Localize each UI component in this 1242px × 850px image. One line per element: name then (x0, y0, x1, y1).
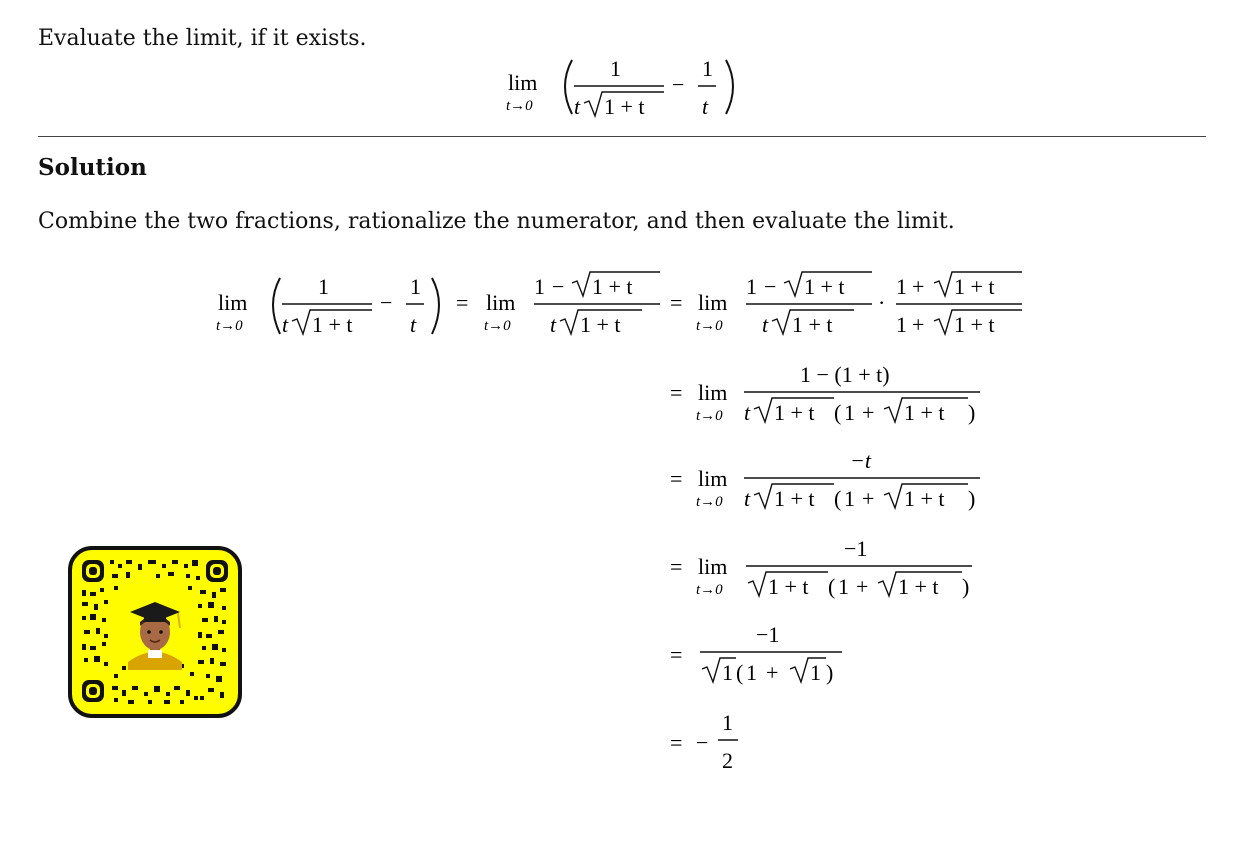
solution-heading: Solution (38, 154, 147, 181)
sqrt-radicand: 1 + t (954, 312, 995, 337)
finder-marker-top-right (206, 560, 228, 582)
conj-denominator-plus: + (912, 312, 925, 337)
solution-derivation (200, 260, 1040, 790)
paren-open: ( (834, 400, 842, 425)
problem-expression (500, 48, 750, 134)
step-1-rationalized (696, 272, 1022, 337)
lim-label: lim (698, 380, 728, 405)
fraction-numerator: 1 (610, 56, 621, 81)
conj-numerator-plus: + (912, 274, 925, 299)
sqrt-radicand: 1 + t (604, 94, 645, 119)
numerator: 1 − (1 + t) (800, 362, 890, 387)
lim-subscript: t→0 (696, 318, 723, 334)
minus-sign: − (672, 72, 685, 97)
numerator: 1 (318, 274, 329, 299)
sqrt-radicand: 1 + t (774, 486, 815, 511)
sqrt-radicand: 1 + t (792, 312, 833, 337)
sqrt-radicand: 1 + t (898, 574, 939, 599)
sqrt-radicand: 1 + t (312, 312, 353, 337)
conj-numerator-one: 1 (896, 274, 907, 299)
denominator-t: t (282, 312, 289, 337)
left-paren (273, 278, 280, 334)
minus-sign: − (380, 290, 393, 315)
second-denominator: t (702, 94, 709, 119)
equals-sign: = (670, 466, 683, 491)
sqrt-radicand: 1 + t (954, 274, 995, 299)
lim-label: lim (486, 290, 516, 315)
one: 1 (844, 486, 855, 511)
second-numerator: 1 (702, 56, 713, 81)
one: 1 (844, 400, 855, 425)
lim-label: lim (698, 290, 728, 315)
finder-marker-top-left (82, 560, 104, 582)
step-1-combined (484, 272, 660, 337)
paren-close: ) (968, 486, 976, 511)
sqrt-radicand: 1 + t (904, 400, 945, 425)
lim-subscript: t→0 (696, 408, 723, 424)
sqrt-radicand: 1 + t (592, 274, 633, 299)
sqrt-one: 1 (722, 660, 733, 685)
paren-close: ) (968, 400, 976, 425)
equals-sign-2: = (670, 290, 683, 315)
step-5 (670, 622, 842, 685)
one: 1 (746, 660, 757, 685)
right-paren (432, 278, 439, 334)
lim-label: lim (508, 70, 538, 95)
equals-sign: = (670, 380, 683, 405)
numerator: −t (850, 448, 871, 473)
paren-open: ( (736, 660, 744, 685)
lim-subscript: t→0 (216, 318, 243, 334)
lim-subscript: t→0 (506, 98, 533, 114)
fraction-t: t (574, 94, 581, 119)
numerator: −1 (844, 536, 868, 561)
multiply-dot: · (878, 290, 886, 315)
section-divider (38, 136, 1206, 137)
one: 1 (838, 574, 849, 599)
numerator-one: 1 (534, 274, 545, 299)
sqrt-radicand: 1 + t (804, 274, 845, 299)
problem-prompt: Evaluate the limit, if it exists. (38, 26, 367, 51)
sqrt-radicand: 1 + t (774, 400, 815, 425)
lim-label: lim (698, 554, 728, 579)
lim-label: lim (698, 466, 728, 491)
equals-sign-1: = (456, 290, 469, 315)
right-paren (726, 60, 733, 114)
sqrt-radicand: 1 + t (580, 312, 621, 337)
sqrt-radicand: 1 + t (768, 574, 809, 599)
numerator: −1 (756, 622, 780, 647)
lim-label: lim (218, 290, 248, 315)
paren-close: ) (826, 660, 834, 685)
lim-subscript: t→0 (696, 582, 723, 598)
equals-sign: = (670, 642, 683, 667)
lim-subscript: t→0 (484, 318, 511, 334)
denominator-t: t (550, 312, 557, 337)
plus: + (856, 574, 869, 599)
snapcode-icon[interactable] (68, 546, 242, 718)
denominator-t: t (744, 486, 751, 511)
minus-sign: − (696, 730, 709, 755)
conj-denominator-one: 1 (896, 312, 907, 337)
numerator-one: 1 (746, 274, 757, 299)
plus: + (766, 660, 779, 685)
paren-open: ( (834, 486, 842, 511)
second-numerator: 1 (410, 274, 421, 299)
step-1-lhs (216, 274, 439, 337)
plus: + (862, 400, 875, 425)
denominator-t: t (762, 312, 769, 337)
numerator: 1 (722, 710, 733, 735)
step-4 (670, 536, 972, 599)
finder-marker-bottom-left (82, 680, 104, 702)
numerator-minus: − (552, 274, 565, 299)
lim-subscript: t→0 (696, 494, 723, 510)
denominator-t: t (744, 400, 751, 425)
numerator-minus: − (764, 274, 777, 299)
sqrt-radicand: 1 + t (904, 486, 945, 511)
paren-open: ( (828, 574, 836, 599)
equals-sign: = (670, 730, 683, 755)
step-2 (670, 362, 980, 425)
equals-sign: = (670, 554, 683, 579)
second-denominator: t (410, 312, 417, 337)
denominator: 2 (722, 748, 733, 773)
step-6-result (670, 710, 738, 773)
left-paren (565, 60, 572, 114)
plus: + (862, 486, 875, 511)
paren-close: ) (962, 574, 970, 599)
sqrt-one: 1 (810, 660, 821, 685)
solution-text: Combine the two fractions, rationalize the numerator, and then evaluate the limit. (38, 209, 955, 234)
step-3 (670, 448, 980, 511)
